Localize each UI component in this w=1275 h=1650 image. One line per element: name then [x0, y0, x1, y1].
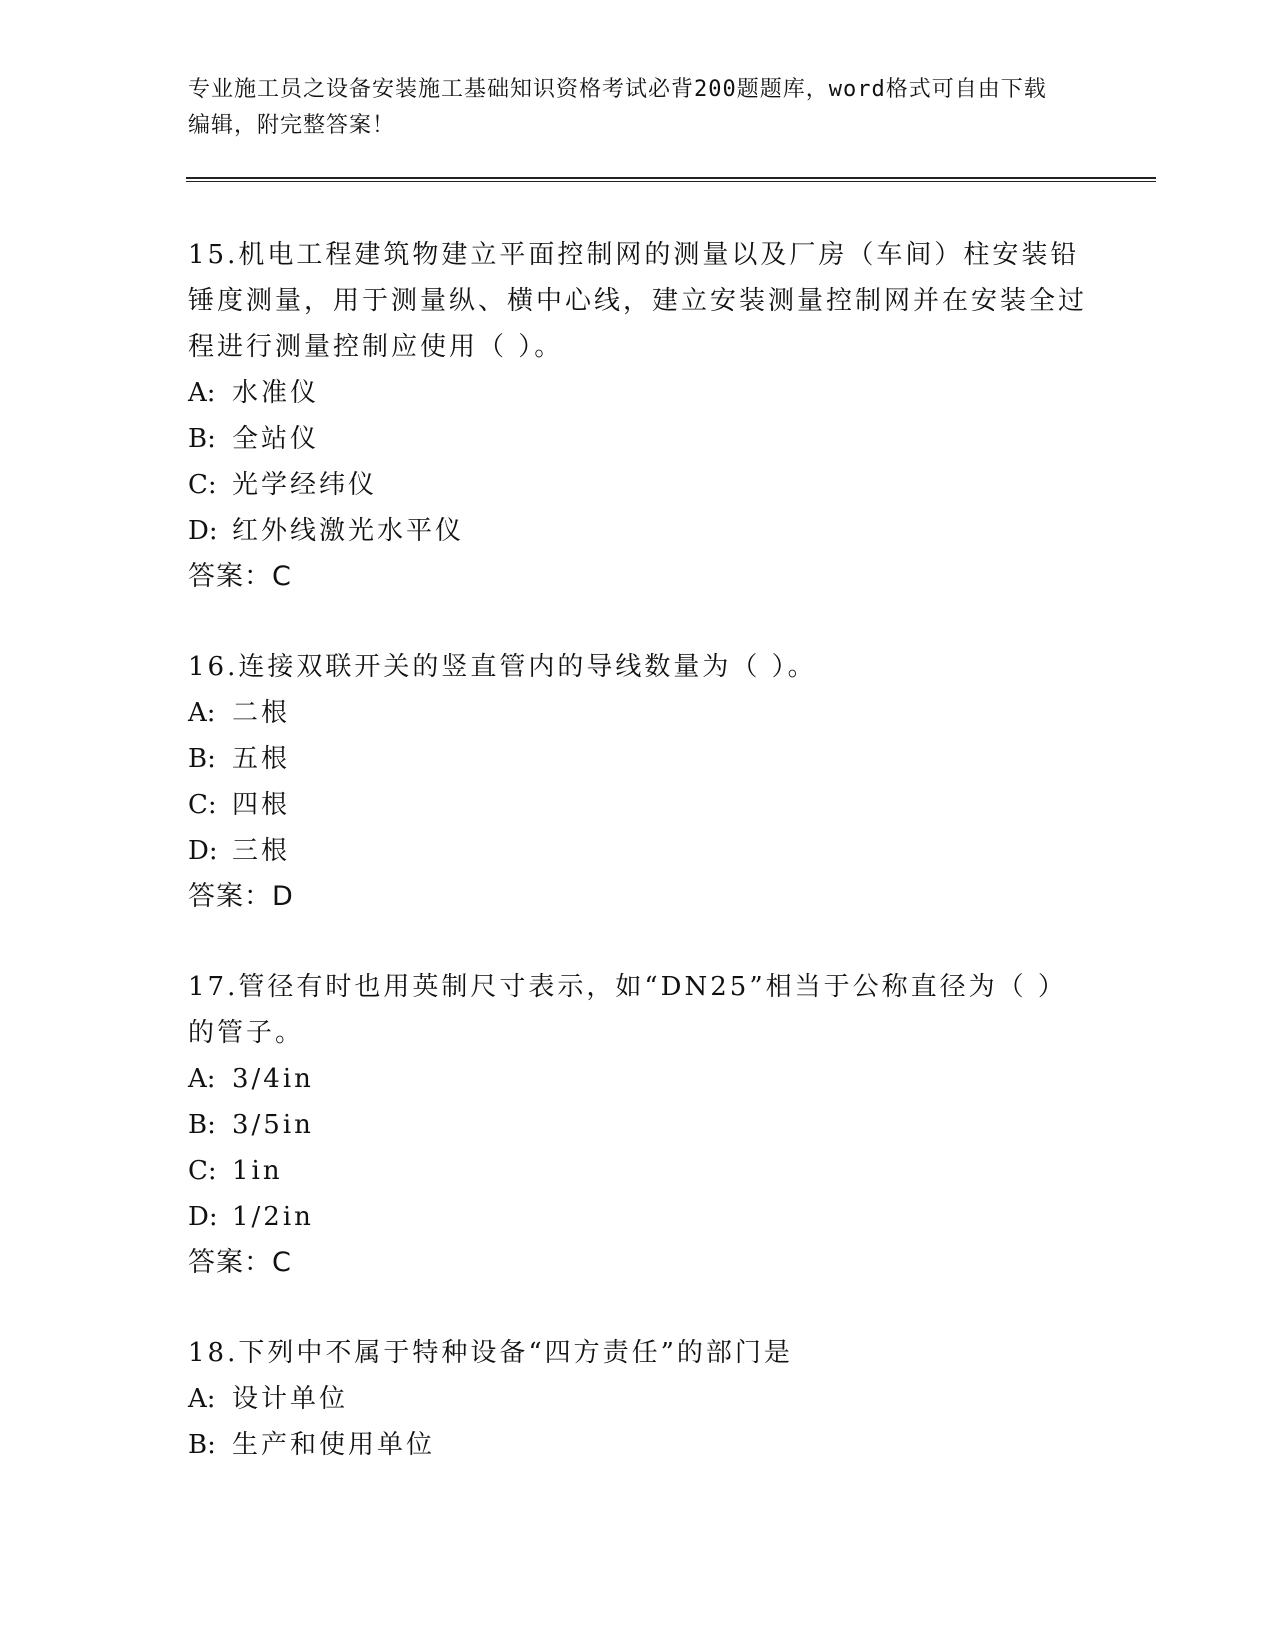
option-label: A: — [188, 1064, 216, 1094]
option-label: A: — [188, 698, 216, 728]
question-15 — [188, 232, 1088, 600]
option-c — [188, 1148, 1088, 1194]
option-label: C: — [188, 790, 217, 820]
option-c — [188, 462, 1088, 508]
option-text: 生产和使用单位 — [232, 1430, 436, 1460]
option-a — [188, 1056, 1088, 1102]
option-text: 水准仪 — [232, 378, 320, 408]
option-text: 全站仪 — [232, 424, 320, 454]
option-text: 三根 — [232, 836, 291, 866]
option-text: 四根 — [232, 790, 291, 820]
option-label: B: — [188, 424, 216, 454]
option-label: A: — [188, 378, 216, 408]
question-stem: 17.管径有时也用英制尺寸表示，如“DN25”相当于公称直径为（ ）的管子。 — [188, 972, 1067, 1048]
question-18 — [188, 1330, 1088, 1468]
option-label: A: — [188, 1384, 216, 1414]
option-label: D: — [188, 1202, 218, 1232]
question-17 — [188, 964, 1088, 1286]
option-d — [188, 828, 1088, 874]
option-d — [188, 508, 1088, 554]
option-text: 二根 — [232, 698, 291, 728]
option-b — [188, 736, 1088, 782]
question-stem: 16.连接双联开关的竖直管内的导线数量为（ ）。 — [188, 652, 817, 682]
option-d — [188, 1194, 1088, 1240]
option-text: 五根 — [232, 744, 291, 774]
option-text: 光学经纬仪 — [232, 470, 378, 500]
document-header: 专业施工员之设备安装施工基础知识资格考试必背200题题库，word格式可自由下载编辑，附完整答案！ — [188, 77, 1047, 138]
option-a — [188, 1376, 1088, 1422]
option-text: 1in — [232, 1156, 283, 1186]
option-b — [188, 1102, 1088, 1148]
answer-line: 答案：D — [188, 881, 294, 912]
question-stem: 18.下列中不属于特种设备“四方责任”的部门是 — [188, 1338, 793, 1368]
answer-line: 答案：C — [188, 561, 292, 592]
option-text: 3/4in — [232, 1064, 314, 1094]
option-text: 红外线激光水平仪 — [232, 516, 465, 546]
option-b — [188, 1422, 1088, 1468]
header-divider — [186, 177, 1156, 182]
option-label: B: — [188, 1430, 216, 1460]
option-a — [188, 370, 1088, 416]
question-stem: 15.机电工程建筑物建立平面控制网的测量以及厂房（车间）柱安装铅锤度测量，用于测量纵、横中心线，建立安装测量控制网并在安装全过程进行测量控制应使用（ ）。 — [188, 240, 1088, 362]
option-label: D: — [188, 836, 218, 866]
question-list — [188, 232, 1088, 1512]
option-text: 3/5in — [232, 1110, 314, 1140]
question-16 — [188, 644, 1088, 920]
answer-line: 答案：C — [188, 1247, 292, 1278]
option-b — [188, 416, 1088, 462]
option-text: 设计单位 — [232, 1384, 349, 1414]
option-text: 1/2in — [232, 1202, 314, 1232]
option-label: D: — [188, 516, 218, 546]
option-label: B: — [188, 1110, 216, 1140]
option-c — [188, 782, 1088, 828]
option-label: C: — [188, 470, 217, 500]
option-label: B: — [188, 744, 216, 774]
option-a — [188, 690, 1088, 736]
option-label: C: — [188, 1156, 217, 1186]
